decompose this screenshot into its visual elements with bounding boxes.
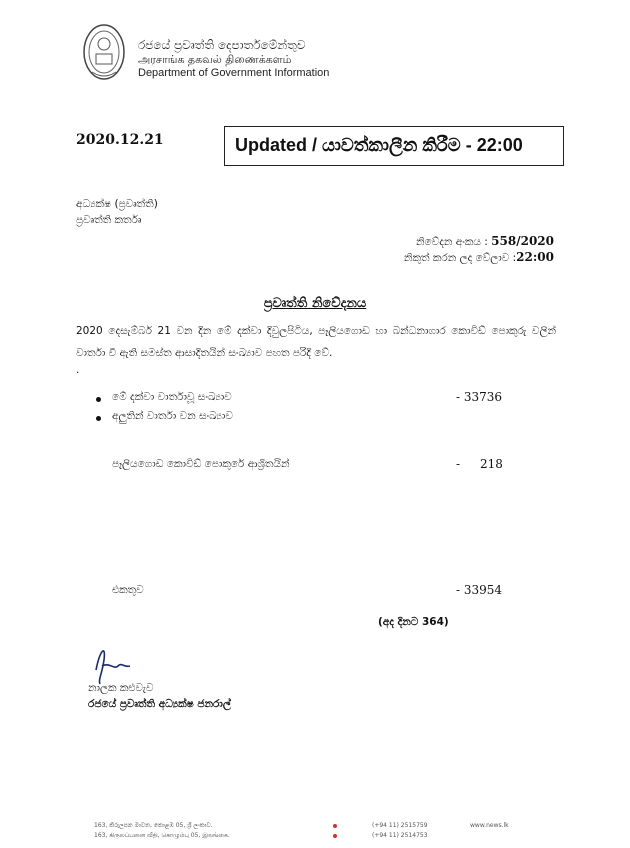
addressee-line-2: ප්‍රවෘත්ති කර්තෘ (76, 214, 142, 226)
signatory-name: නාලක කළුවැව (88, 682, 154, 694)
press-release-title (0, 296, 630, 311)
body-paragraph: 2020 දෙසැම්බර් 21 වන දින මේ දක්වා දිවුලපිටිය, පෑලියගොඩ හා බන්ධනාගාර කොවිඩ් පොකුරු වලින් වාර්තා වී ඇති සමස්ත ආසාදිතයින් සංඛ්‍යාව පහත පරිදි වේ. (76, 325, 556, 359)
footer-fax: (+94 11) 2514753 (372, 832, 428, 839)
reference-number-line (416, 234, 554, 249)
sub-item-label: පෑලියගොඩ කොවිඩ් පොකුරේ ආශ්‍රිතයින් (112, 458, 290, 470)
government-emblem-icon (82, 22, 126, 82)
bullet-icon (96, 397, 101, 402)
issue-time-label: නිකුත් කරන ලද වේලාව : (403, 252, 517, 264)
footer-address-sinhala: 163, කිරුලපන මාවත, කොළඹ 05, ශ්‍රී ලංකාව. (94, 822, 213, 829)
signatory-title: රජයේ ප්‍රවෘත්ති අධ්‍යක්ෂ ජනරාල් (88, 698, 231, 710)
addressee-line-1: අධ්‍යක්ෂ (ප්‍රවෘත්ති) (76, 198, 158, 210)
bullet-icon (96, 416, 101, 421)
dept-name-tamil: அரசாங்க தகவல் திணைக்களம் (138, 53, 292, 66)
total-value: - 33954 (456, 583, 503, 597)
reference-number-value: 558/2020 (491, 234, 554, 248)
phone-icon (333, 824, 337, 828)
sub-item-dash: - (456, 457, 461, 471)
sub-item-value: 218 (480, 457, 503, 471)
footer-website: www.news.lk (470, 822, 509, 829)
today-count-note: (අද දිනට 364) (378, 616, 449, 628)
dept-name-english: Department of Government Information (138, 67, 330, 79)
signature-graphic (88, 640, 138, 680)
dept-name-sinhala: රජයේ ප්‍රවෘත්ති දෙපාර්තමේන්තුව (138, 38, 306, 52)
press-release-title-text: ප්‍රවෘත්ති නිවේදනය (263, 296, 367, 311)
footer-phone: (+94 11) 2515759 (372, 822, 428, 829)
footer-address-tamil: 163, கிருலப்பனை வீதி, கொழும்பு 05, இலங்கை. (94, 832, 230, 839)
item-label-reported: මේ දක්වා වාර්තාවූ සංඛ්‍යාව (112, 391, 232, 403)
issue-time-value: 22:00 (516, 250, 554, 264)
fax-icon (333, 834, 337, 838)
reference-number-label: නිවේදන අංකය : (415, 236, 488, 248)
item-label-new: අලුතින් වාර්තා වන සංඛ්‍යාව (112, 410, 233, 422)
updated-banner: Updated / යාවත්කාලීන කිරීම - 22:00 (224, 126, 564, 166)
issue-time-line (404, 250, 554, 265)
total-label: එකතුව (112, 584, 144, 596)
item-value-reported: - 33736 (456, 390, 503, 404)
document-date: 2020.12.21 (76, 132, 164, 148)
stray-mark: . (76, 364, 80, 376)
